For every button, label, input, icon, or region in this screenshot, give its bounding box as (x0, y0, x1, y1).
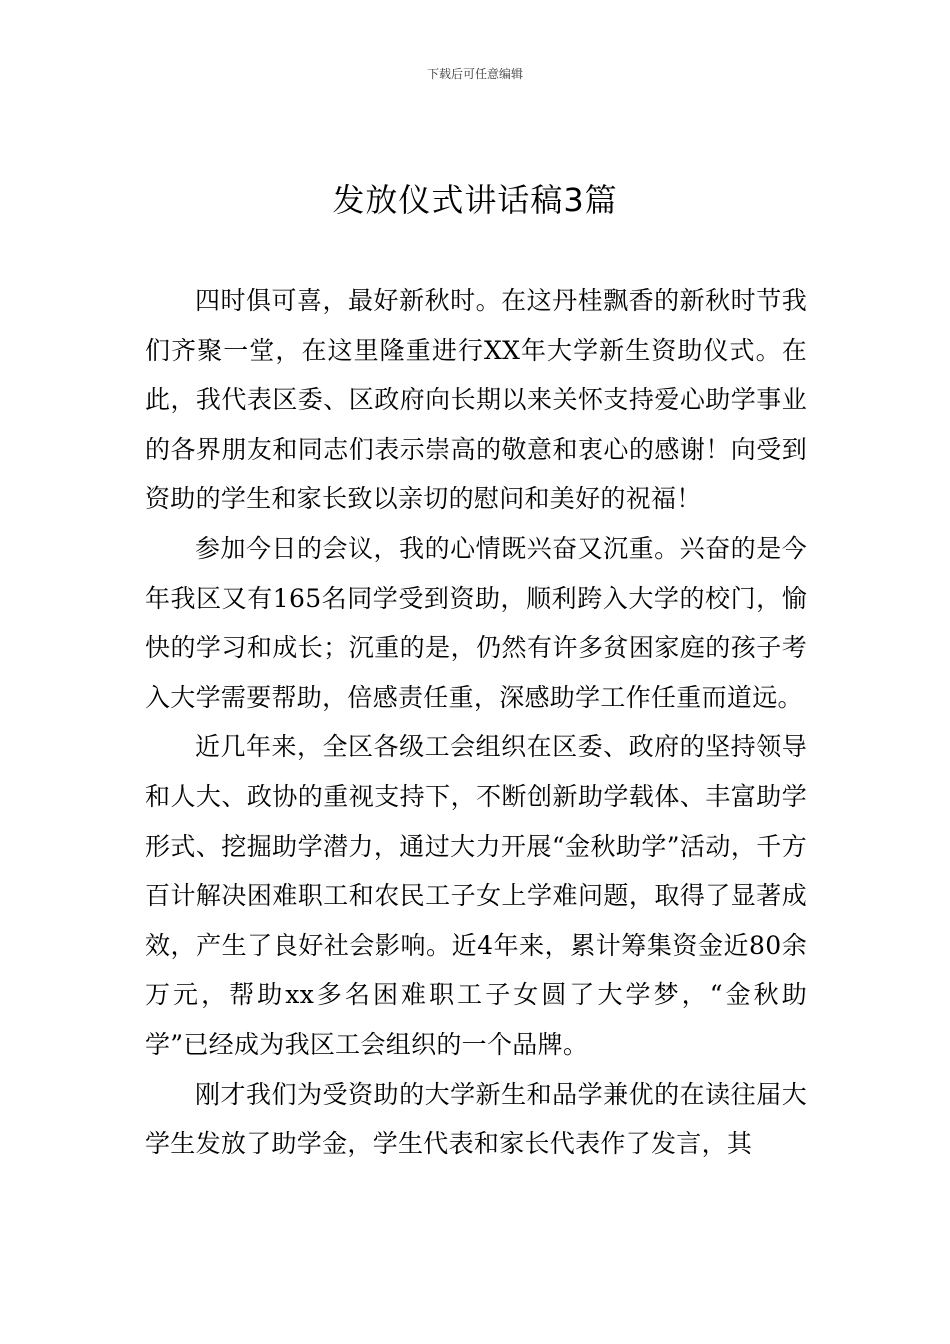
document-body (145, 276, 807, 1169)
header-note: 下载后可任意编辑 (426, 67, 523, 81)
paragraph-4: 刚才我们为受资助的大学新生和品学兼优的在读往届大学生发放了助学金，学生代表和家长代表作了发言，其 (145, 1079, 807, 1159)
document-title: 发放仪式讲话稿3篇 (332, 181, 618, 219)
paragraph-2: 参加今日的会议，我的心情既兴奋又沉重。兴奋的是今年我区又有165名同学受到资助，顺利跨入大学的校门，愉快的学习和成长；沉重的是，仍然有许多贫困家庭的孩子考入大学需要帮助，倍感责任重，深感助学工作任重而道远。 (145, 533, 807, 712)
paragraph-1: 四时俱可喜，最好新秋时。在这丹桂飘香的新秋时节我们齐聚一堂，在这里隆重进行XX年大学新生资助仪式。在此，我代表区委、区政府向长期以来关怀支持爱心助学事业的各界朋友和同志们表示崇高的敬意和衷心的感谢！向受到资助的学生和家长致以亲切的慰问和美好的祝福！ (145, 286, 807, 514)
paragraph-3: 近几年来，全区各级工会组织在区委、政府的坚持领导和人大、政协的重视支持下，不断创新助学载体、丰富助学形式、挖掘助学潜力，通过大力开展“金秋助学”活动，千方百计解决困难职工和农民工子女上学难问题，取得了显著成效，产生了良好社会影响。近4年来，累计筹集资金近80余万元，帮助xx多名困难职工子女圆了大学梦，“金秋助学”已经成为我区工会组织的一个品牌。 (145, 732, 807, 1059)
